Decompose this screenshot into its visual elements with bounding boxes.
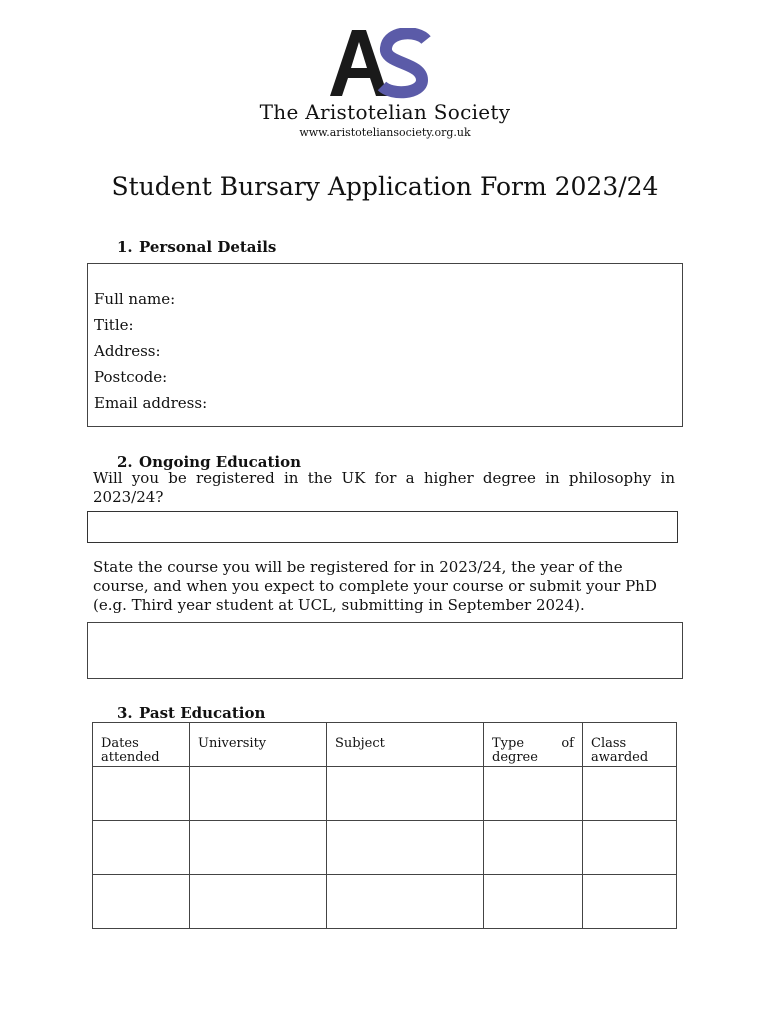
table-header-row xyxy=(93,723,677,767)
table-row xyxy=(93,767,677,821)
degree-word: degree xyxy=(492,750,538,765)
table-cell[interactable] xyxy=(583,767,677,821)
table-row xyxy=(93,821,677,875)
postcode-field[interactable]: Postcode: xyxy=(94,368,168,386)
section-title: Past Education xyxy=(139,704,266,722)
column-subject: Subject xyxy=(327,723,484,767)
table-cell[interactable] xyxy=(190,821,327,875)
registration-answer-field[interactable] xyxy=(87,511,678,543)
full-name-field[interactable]: Full name: xyxy=(94,290,176,308)
column-type-of-degree xyxy=(484,723,583,767)
section-number: 3. xyxy=(117,704,133,722)
form-title: Student Bursary Application Form 2023/24 xyxy=(111,172,659,201)
table-cell[interactable] xyxy=(484,875,583,929)
table-cell[interactable] xyxy=(484,821,583,875)
table-row xyxy=(93,875,677,929)
table-cell[interactable] xyxy=(327,875,484,929)
type-word: Type xyxy=(492,736,525,751)
table-cell[interactable] xyxy=(583,875,677,929)
table-cell[interactable] xyxy=(484,767,583,821)
registration-question: Will you be registered in the UK for a higher degree in philosophy in 2023/24? xyxy=(93,469,675,506)
course-answer-field[interactable] xyxy=(87,622,683,679)
section-title: Ongoing Education xyxy=(139,453,301,471)
column-dates-attended: Dates attended xyxy=(93,723,190,767)
section-heading-past-education xyxy=(117,704,265,722)
organization-website: www.aristoteliansociety.org.uk xyxy=(299,126,471,139)
table-cell[interactable] xyxy=(583,821,677,875)
organization-name: The Aristotelian Society xyxy=(259,100,511,124)
column-university: University xyxy=(190,723,327,767)
table-cell[interactable] xyxy=(93,821,190,875)
of-word: of xyxy=(561,736,574,751)
logo-letter-s xyxy=(382,33,426,92)
table-cell[interactable] xyxy=(327,821,484,875)
column-class-awarded: Class awarded xyxy=(583,723,677,767)
section-title: Personal Details xyxy=(139,238,277,256)
table-cell[interactable] xyxy=(190,767,327,821)
address-field[interactable]: Address: xyxy=(94,342,161,360)
past-education-table xyxy=(92,722,677,929)
section-heading-personal-details xyxy=(117,238,276,256)
aristotelian-society-logo xyxy=(330,28,434,100)
section-number: 1. xyxy=(117,238,133,256)
course-question: State the course you will be registered for in 2023/24, the year of the course, and when you expect to complete your course or submit your PhD (e.g. Third year student at UCL, submitting in September 2024). xyxy=(93,558,657,614)
table-cell[interactable] xyxy=(93,767,190,821)
table-cell[interactable] xyxy=(327,767,484,821)
table-cell[interactable] xyxy=(93,875,190,929)
email-address-field[interactable]: Email address: xyxy=(94,394,208,412)
personal-details-box[interactable] xyxy=(87,263,683,427)
table-cell[interactable] xyxy=(190,875,327,929)
section-number: 2. xyxy=(117,453,133,471)
title-field[interactable]: Title: xyxy=(94,316,134,334)
